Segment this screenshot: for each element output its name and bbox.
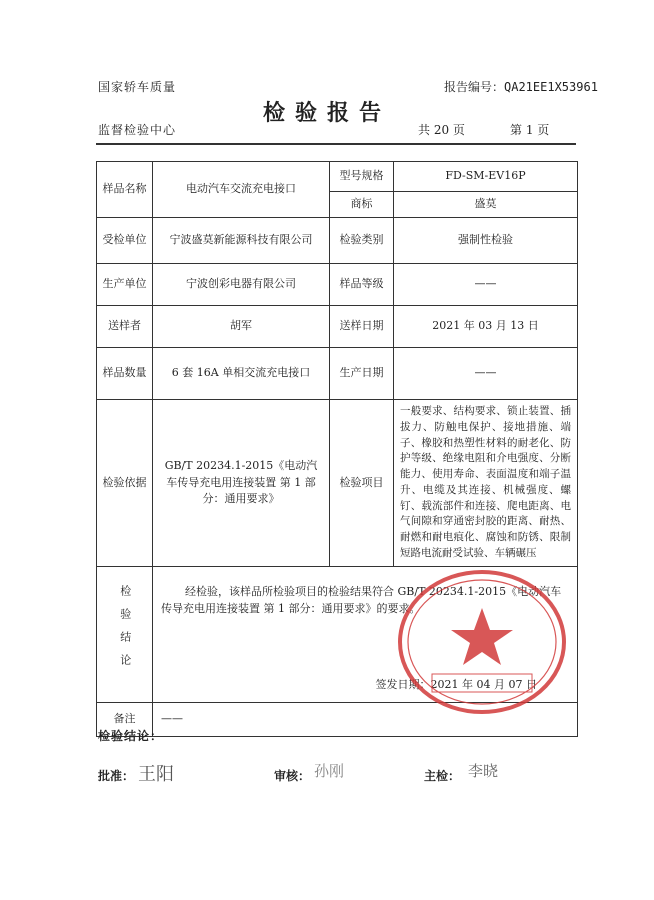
send-date-value: 2021 年 03 月 13 日 (394, 306, 578, 348)
manufacturer-label: 生产单位 (97, 264, 153, 306)
grade-label: 样品等级 (330, 264, 394, 306)
review-label: 审核： (274, 769, 311, 783)
remarks-label: 备注 (97, 702, 153, 736)
footer-conclusion-label: 检验结论： (98, 729, 164, 743)
total-pages: 共 20 页 (418, 123, 465, 137)
model-value: FD-SM-EV16P (394, 162, 578, 192)
review-signature: 孙刚 (314, 762, 345, 780)
prod-date-value: —— (394, 348, 578, 400)
client-value: 宁波盛莫新能源科技有限公司 (153, 218, 330, 264)
sample-name-label: 样品名称 (97, 162, 153, 218)
table-row (97, 162, 578, 192)
org-name-line1: 国家轿车质量 (98, 80, 177, 94)
table-row (97, 264, 578, 306)
conclusion-label: 检验结论 (118, 585, 132, 678)
approve-label: 批准： (98, 769, 135, 783)
table-row (97, 218, 578, 264)
items-value: 一般要求、结构要求、锁止装置、插拔力、防触电保护、接地措施、端子、橡胶和热塑性材料的耐老化、防护等级、绝缘电阻和介电强度、分断能力、使用寿命、表面温度和端子温升、电缆及其连接、机械强度、螺钉、载流部件和连接、爬电距离、电气间隙和穿通密封胶的距离、耐热、耐燃和耐电痕化、腐蚀和防锈、限制短路电流耐受试验、车辆碾压 (394, 400, 578, 567)
chief-signature: 李晓 (468, 762, 499, 780)
trademark-label: 商标 (330, 192, 394, 218)
manufacturer-value: 宁波创彩电器有限公司 (153, 264, 330, 306)
approve-signature: 王阳 (138, 764, 174, 785)
prod-date-label: 生产日期 (330, 348, 394, 400)
inspection-type-label: 检验类别 (330, 218, 394, 264)
conclusion-label-cell (97, 566, 153, 702)
items-label: 检验项目 (330, 400, 394, 567)
conclusion-text: 经检验，该样品所检验项目的检验结果符合 GB/T 20234.1-2015《电动汽车传导充电用连接装置 第 1 部分：通用要求》的要求。 (161, 584, 562, 616)
model-label: 型号规格 (330, 162, 394, 192)
table-row (97, 348, 578, 400)
basis-label: 检验依据 (97, 400, 153, 567)
sample-name-value: 电动汽车交流充电接口 (153, 162, 330, 218)
remarks-value: —— (153, 702, 578, 736)
header-rule (96, 143, 576, 145)
sender-label: 送样者 (97, 306, 153, 348)
table-row (97, 306, 578, 348)
quantity-label: 样品数量 (97, 348, 153, 400)
page-title: 检验报告 (262, 100, 391, 126)
client-label: 受检单位 (97, 218, 153, 264)
basis-value: GB/T 20234.1-2015《电动汽车传导充电用连接装置 第 1 部分：通用要求》 (153, 400, 330, 567)
grade-value: —— (394, 264, 578, 306)
official-seal (392, 564, 572, 720)
quantity-value: 6 套 16A 单相交流充电接口 (153, 348, 330, 400)
send-date-label: 送样日期 (330, 306, 394, 348)
table-row (97, 400, 578, 567)
issue-date: 签发日期：2021 年 04 月 07 日 (375, 678, 537, 691)
trademark-value: 盛莫 (394, 192, 578, 218)
page-number: 第 1 页 (510, 123, 550, 137)
sender-value: 胡军 (153, 306, 330, 348)
org-name-line2: 监督检验中心 (98, 123, 177, 137)
seal-graphic (400, 572, 564, 712)
chief-label: 主检： (424, 769, 461, 783)
inspection-type-value: 强制性检验 (394, 218, 578, 264)
report-number: 报告编号：QA21EE1X53961 (444, 80, 598, 94)
